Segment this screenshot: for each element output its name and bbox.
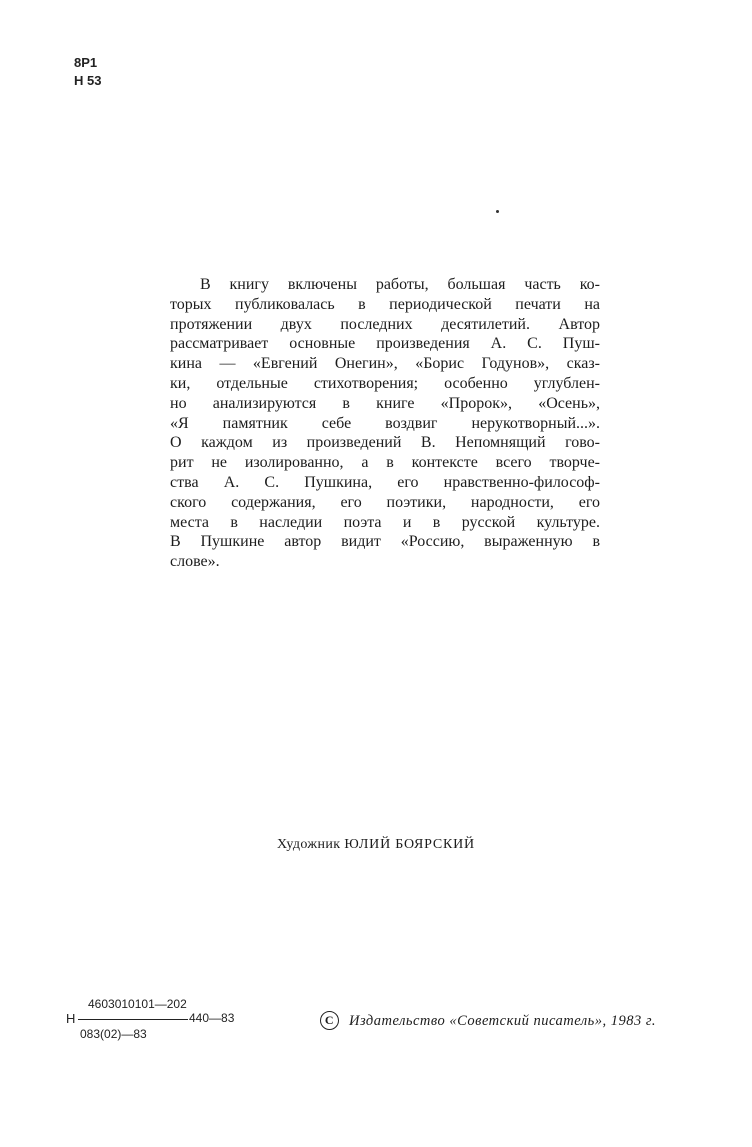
annotation-line: рит не изолированно, а в контексте всего творче- bbox=[170, 454, 600, 472]
index-letter: Н bbox=[66, 1011, 76, 1026]
author-mark: Н 53 bbox=[74, 73, 102, 88]
copyright-icon: C bbox=[320, 1011, 339, 1030]
annotation-line: ства А. С. Пушкина, его нравственно-философ- bbox=[170, 473, 600, 491]
udk-code: 8Р1 bbox=[74, 55, 98, 70]
classification-code bbox=[74, 54, 101, 90]
artist-label: Художник bbox=[277, 837, 341, 852]
annotation-line: В книгу включены работы, большая часть ко- bbox=[200, 276, 600, 293]
print-speck bbox=[496, 210, 499, 213]
annotation-line: рассматривает основные произведения А. С. Пуш- bbox=[170, 335, 600, 353]
annotation-line: торых публиковалась в периодической печати на bbox=[170, 295, 600, 313]
fraction-bar bbox=[78, 1019, 188, 1020]
annotation-line: ки, отдельные стихотворения; особенно углублен- bbox=[170, 374, 600, 392]
annotation-line: ского содержания, его поэтики, народности, его bbox=[170, 493, 600, 511]
copyright-line bbox=[320, 1010, 656, 1032]
index-tail: 440—83 bbox=[189, 1011, 235, 1025]
copyright-text: Издательство «Советский писатель», 1983 г. bbox=[349, 1013, 656, 1029]
annotation-line: О каждом из произведений В. Непомнящий гово- bbox=[170, 434, 600, 452]
annotation-line: «Я памятник себе воздвиг нерукотворный...». bbox=[170, 414, 600, 432]
publisher-index-fraction bbox=[66, 997, 256, 1045]
artist-name: ЮЛИЙ БОЯРСКИЙ bbox=[344, 837, 475, 852]
annotation-line: но анализируются в книге «Пророк», «Осень», bbox=[170, 394, 600, 412]
annotation-line: В Пушкине автор видит «Россию, выраженную в bbox=[170, 533, 600, 551]
annotation-paragraph bbox=[170, 275, 600, 572]
index-numerator: 4603010101—202 bbox=[88, 997, 187, 1011]
annotation-line: кина — «Евгений Онегин», «Борис Годунов», сказ- bbox=[170, 355, 600, 373]
annotation-line: протяжении двух последних десятилетий. Автор bbox=[170, 315, 600, 333]
annotation-line: слове». bbox=[170, 553, 220, 571]
artist-credit bbox=[0, 836, 752, 854]
annotation-line: места в наследии поэта и в русской культуре. bbox=[170, 513, 600, 531]
index-denominator: 083(02)—83 bbox=[80, 1027, 147, 1041]
